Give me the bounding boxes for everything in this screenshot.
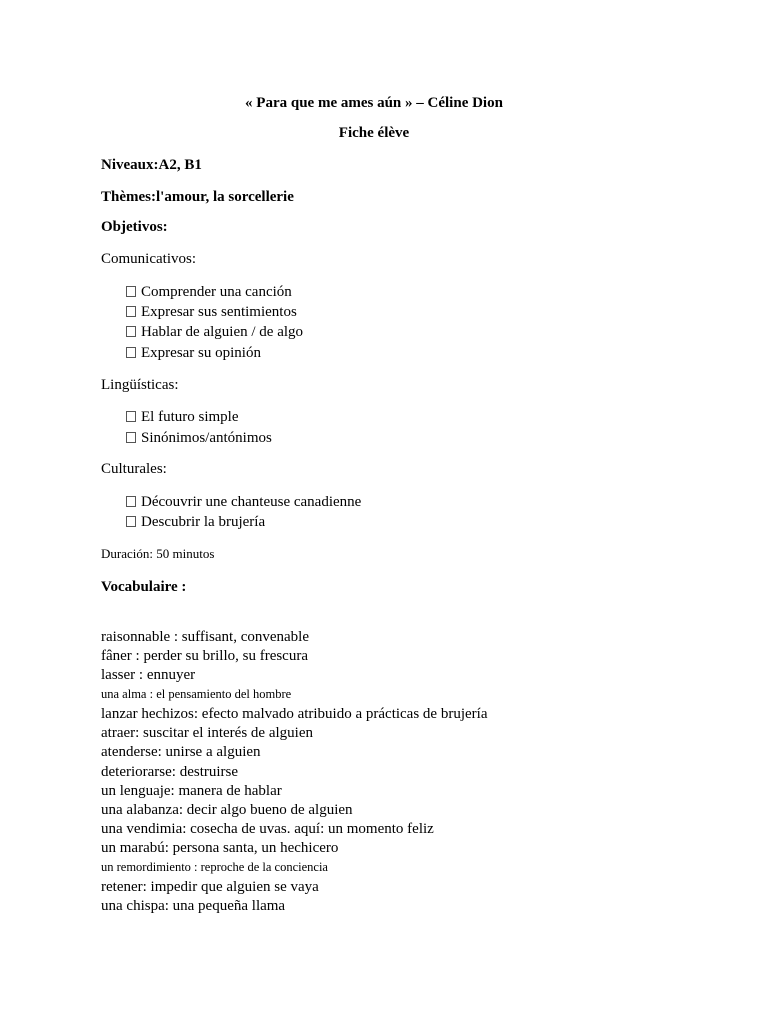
objetivos-heading: Objetivos: (101, 219, 168, 235)
comunicativos-heading: Comunicativos: (101, 251, 196, 267)
list-item-text: Expresar su opinión (141, 345, 261, 361)
vocab-entry: una alma : el pensamiento del hombre (101, 687, 292, 701)
list-item (126, 305, 297, 320)
list-item-text: El futuro simple (141, 409, 239, 425)
niveaux-label: Niveaux:A2, B1 (101, 157, 202, 173)
list-item (126, 346, 261, 361)
checkbox-bullet-icon (126, 286, 136, 297)
vocab-entry: un remordimiento : reproche de la conciencia (101, 860, 328, 874)
vocab-entry: lanzar hechizos: efecto malvado atribuido a prácticas de brujería (101, 706, 488, 722)
checkbox-bullet-icon (126, 516, 136, 527)
checkbox-bullet-icon (126, 411, 136, 422)
vocab-entry: lasser : ennuyer (101, 667, 196, 683)
vocab-entry: un marabú: persona santa, un hechicero (101, 840, 339, 856)
list-item-text: Sinónimos/antónimos (141, 430, 272, 446)
list-item-text: Comprender una canción (141, 284, 292, 300)
checkbox-bullet-icon (126, 326, 136, 337)
vocab-entry: atenderse: unirse a alguien (101, 744, 261, 760)
list-item (126, 285, 292, 300)
vocab-entry: atraer: suscitar el interés de alguien (101, 725, 313, 741)
list-item-text: Hablar de alguien / de algo (141, 324, 304, 340)
vocab-entry: un lenguaje: manera de hablar (101, 783, 282, 799)
vocab-entry: fâner : perder su brillo, su frescura (101, 648, 308, 664)
list-item-text: Expresar sus sentimientos (141, 304, 297, 320)
vocab-entry: una chispa: una pequeña llama (101, 898, 286, 914)
document-title: « Para que me ames aún » – Céline Dion (245, 95, 503, 111)
vocab-entry: deteriorarse: destruirse (101, 764, 239, 780)
checkbox-bullet-icon (126, 496, 136, 507)
list-item (126, 495, 361, 510)
document-subtitle: Fiche élève (338, 125, 410, 141)
checkbox-bullet-icon (126, 432, 136, 443)
list-item (126, 431, 272, 446)
vocab-entry: raisonnable : suffisant, convenable (101, 629, 309, 645)
list-item-text: Découvrir une chanteuse canadienne (141, 494, 362, 510)
checkbox-bullet-icon (126, 347, 136, 358)
duration-text: Duración: 50 minutos (101, 546, 215, 561)
list-item-text: Descubrir la brujería (141, 514, 266, 530)
linguisticas-heading: Lingüísticas: (101, 377, 179, 393)
vocab-entry: una alabanza: decir algo bueno de alguien (101, 802, 353, 818)
themes-label: Thèmes:l'amour, la sorcellerie (101, 189, 294, 205)
list-item (126, 515, 265, 530)
checkbox-bullet-icon (126, 306, 136, 317)
vocabulaire-heading: Vocabulaire : (101, 579, 187, 595)
culturales-heading: Culturales: (101, 461, 167, 477)
list-item (126, 410, 239, 425)
list-item (126, 325, 303, 340)
vocab-entry: una vendimia: cosecha de uvas. aquí: un momento feliz (101, 821, 434, 837)
vocab-entry: retener: impedir que alguien se vaya (101, 879, 319, 895)
